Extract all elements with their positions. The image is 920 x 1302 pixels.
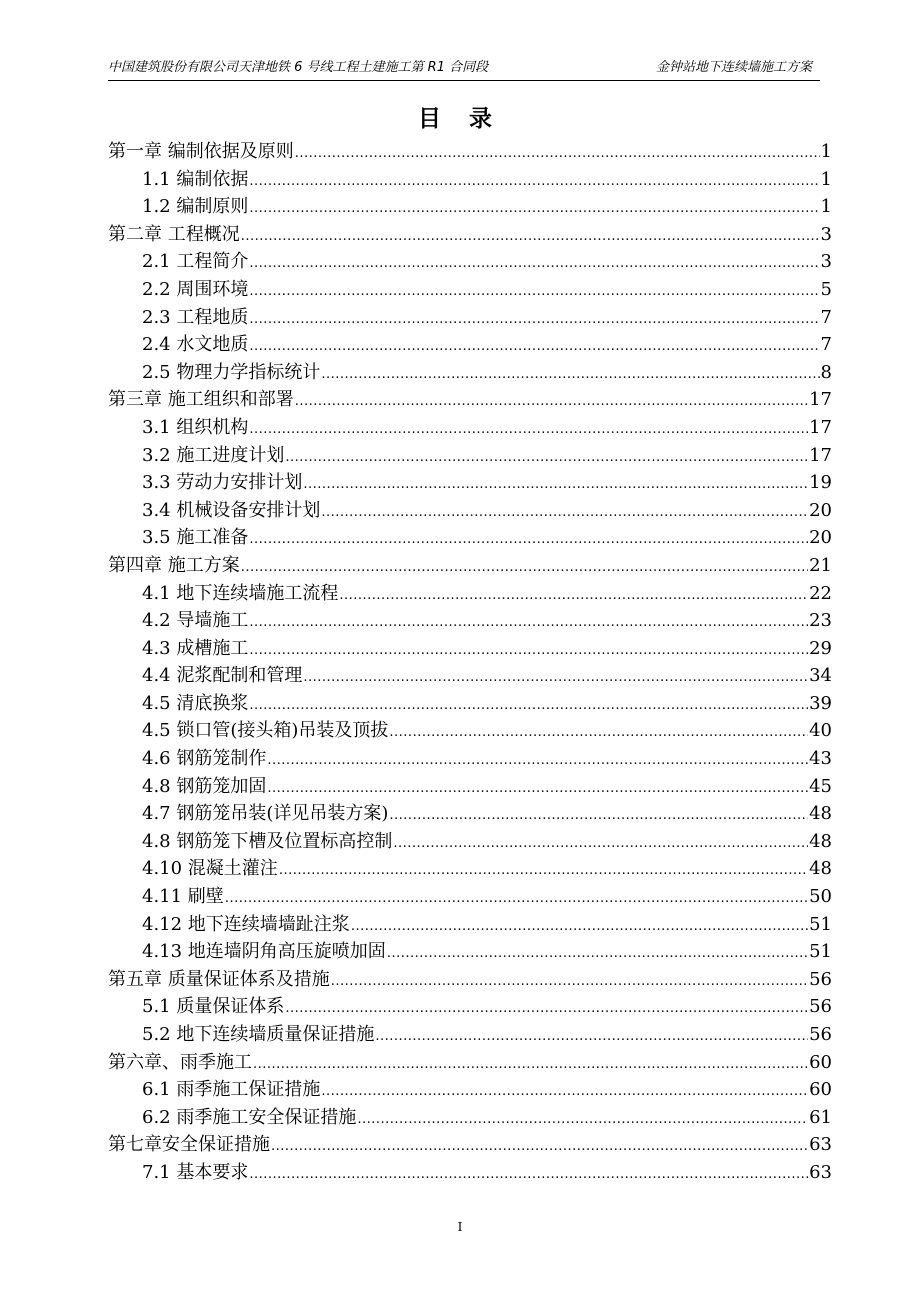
table-of-contents (108, 138, 832, 1187)
toc-entry-page: 17 (809, 389, 832, 411)
toc-section-entry[interactable] (108, 276, 832, 304)
toc-entry-label: 3.5 施工准备 (142, 527, 249, 549)
toc-dot-leader (387, 940, 808, 968)
toc-dot-leader (267, 775, 808, 803)
toc-section-entry[interactable] (108, 883, 832, 911)
toc-entry-label: 4.8 钢筋笼加固 (142, 775, 267, 797)
toc-entry-label: 4.5 清底换浆 (142, 692, 249, 714)
toc-dot-leader (249, 168, 819, 196)
toc-entry-page: 48 (809, 803, 832, 825)
toc-entry-page: 17 (809, 444, 832, 466)
toc-entry-page: 1 (820, 196, 832, 218)
toc-dot-leader (321, 361, 819, 389)
toc-dot-leader (285, 995, 808, 1023)
toc-entry-label: 4.12 地下连续墙墙趾注浆 (142, 913, 350, 935)
toc-section-entry[interactable] (108, 911, 832, 939)
toc-entry-label: 2.5 物理力学指标统计 (142, 361, 321, 383)
toc-dot-leader (303, 664, 808, 692)
toc-entry-page: 40 (809, 720, 832, 742)
toc-entry-page: 56 (809, 996, 832, 1018)
toc-section-entry[interactable] (108, 1076, 832, 1104)
toc-dot-leader (267, 747, 808, 775)
toc-section-entry[interactable] (108, 607, 832, 635)
toc-dot-leader (241, 223, 820, 251)
toc-dot-leader (339, 582, 808, 610)
toc-entry-page: 1 (820, 141, 832, 162)
toc-section-entry[interactable] (108, 497, 832, 525)
toc-entry-page: 45 (809, 775, 832, 797)
toc-entry-label: 4.10 混凝土灌注 (142, 858, 278, 880)
toc-chapter-entry[interactable] (108, 1049, 832, 1077)
toc-section-entry[interactable] (108, 580, 832, 608)
toc-section-entry[interactable] (108, 331, 832, 359)
toc-entry-label: 4.4 泥浆配制和管理 (142, 665, 303, 687)
toc-entry-label: 7.1 基本要求 (142, 1161, 249, 1183)
toc-dot-leader (331, 968, 808, 996)
toc-entry-label: 6.2 雨季施工安全保证措施 (142, 1106, 357, 1128)
toc-section-entry[interactable] (108, 469, 832, 497)
toc-entry-label: 4.8 钢筋笼下槽及位置标高控制 (142, 830, 393, 852)
toc-entry-page: 21 (809, 554, 832, 576)
toc-entry-label: 4.5 锁口管(接头箱)吊装及顶拔 (142, 720, 389, 742)
header-document-name: 金钟站地下连续墙施工方案 (655, 60, 812, 75)
toc-dot-leader (321, 499, 808, 527)
toc-entry-label: 2.2 周围环境 (142, 278, 249, 300)
toc-dot-leader (253, 1051, 808, 1079)
toc-section-entry[interactable] (108, 1159, 832, 1187)
toc-entry-page: 56 (809, 968, 832, 990)
toc-section-entry[interactable] (108, 414, 832, 442)
toc-entry-label: 1.2 编制原则 (142, 196, 249, 218)
toc-entry-page: 39 (809, 692, 832, 714)
toc-entry-page: 20 (809, 499, 832, 521)
toc-entry-label: 2.4 水文地质 (142, 334, 249, 356)
toc-entry-label: 第七章安全保证措施 (108, 1134, 270, 1156)
toc-entry-label: 4.13 地连墙阴角高压旋喷加固 (142, 941, 386, 963)
toc-entry-page: 1 (820, 168, 832, 190)
toc-entry-label: 3.2 施工进度计划 (142, 444, 285, 466)
toc-entry-label: 6.1 雨季施工保证措施 (142, 1079, 321, 1101)
toc-dot-leader (375, 1023, 808, 1051)
toc-entry-page: 63 (809, 1134, 832, 1156)
toc-entry-page: 19 (809, 472, 832, 494)
toc-section-entry[interactable] (108, 524, 832, 552)
toc-entry-label: 第二章 工程概况 (108, 223, 240, 245)
toc-dot-leader (295, 140, 820, 168)
toc-dot-leader (249, 333, 819, 361)
page-number: I (457, 1220, 463, 1234)
toc-dot-leader (249, 637, 808, 665)
toc-dot-leader (249, 195, 819, 223)
toc-section-entry[interactable] (108, 855, 832, 883)
toc-dot-leader (249, 306, 819, 334)
toc-dot-leader (249, 278, 819, 306)
toc-entry-label: 1.1 编制依据 (142, 168, 249, 190)
toc-entry-page: 34 (809, 665, 832, 687)
toc-entry-page: 50 (809, 886, 832, 908)
toc-entry-page: 8 (820, 361, 832, 383)
toc-dot-leader (225, 885, 808, 913)
toc-entry-page: 22 (809, 582, 832, 604)
toc-section-entry[interactable] (108, 690, 832, 718)
toc-entry-page: 29 (809, 637, 832, 659)
toc-dot-leader (393, 830, 808, 858)
toc-section-entry[interactable] (108, 359, 832, 387)
toc-entry-page: 56 (809, 1024, 832, 1045)
toc-dot-leader (271, 1133, 808, 1161)
toc-section-entry[interactable] (108, 1021, 832, 1049)
toc-entry-label: 3.1 组织机构 (142, 416, 249, 438)
toc-dot-leader (249, 692, 808, 720)
toc-entry-page: 7 (820, 334, 832, 356)
toc-section-entry[interactable] (108, 993, 832, 1021)
toc-entry-label: 3.3 劳动力安排计划 (142, 472, 303, 494)
toc-entry-page: 61 (809, 1106, 832, 1128)
toc-entry-label: 2.3 工程地质 (142, 306, 249, 328)
toc-dot-leader (241, 554, 808, 582)
toc-entry-label: 第三章 施工组织和部署 (108, 389, 294, 411)
toc-entry-page: 43 (809, 748, 832, 770)
toc-entry-page: 48 (809, 830, 832, 852)
toc-dot-leader (321, 1078, 808, 1106)
toc-entry-label: 3.4 机械设备安排计划 (142, 499, 321, 521)
toc-chapter-entry[interactable] (108, 221, 832, 249)
toc-entry-label: 4.6 钢筋笼制作 (142, 748, 267, 770)
toc-entry-label: 4.7 钢筋笼吊装(详见吊装方案) (142, 803, 389, 825)
toc-dot-leader (351, 913, 808, 941)
toc-entry-label: 5.2 地下连续墙质量保证措施 (142, 1024, 375, 1045)
toc-section-entry[interactable] (108, 773, 832, 801)
toc-entry-page: 7 (820, 306, 832, 328)
toc-chapter-entry[interactable] (108, 552, 832, 580)
toc-section-entry[interactable] (108, 1104, 832, 1132)
toc-dot-leader (285, 444, 808, 472)
toc-entry-label: 4.1 地下连续墙施工流程 (142, 582, 339, 604)
toc-section-entry[interactable] (108, 442, 832, 470)
toc-entry-page: 3 (820, 251, 832, 273)
toc-entry-page: 23 (809, 610, 832, 632)
header-divider (108, 80, 820, 81)
toc-entry-page: 48 (809, 858, 832, 880)
toc-dot-leader (295, 388, 808, 416)
toc-dot-leader (389, 719, 808, 747)
toc-section-entry[interactable] (108, 248, 832, 276)
toc-entry-label: 2.1 工程简介 (142, 251, 249, 273)
toc-dot-leader (249, 526, 808, 554)
toc-section-entry[interactable] (108, 745, 832, 773)
toc-dot-leader (249, 609, 808, 637)
toc-entry-label: 第一章 编制依据及原则 (108, 141, 294, 162)
toc-entry-label: 第五章 质量保证体系及措施 (108, 968, 330, 990)
toc-entry-label: 5.1 质量保证体系 (142, 996, 285, 1018)
toc-entry-page: 51 (809, 913, 832, 935)
toc-section-entry[interactable] (108, 635, 832, 663)
toc-section-entry[interactable] (108, 828, 832, 856)
toc-section-entry[interactable] (108, 193, 832, 221)
toc-dot-leader (249, 1161, 808, 1189)
toc-section-entry[interactable] (108, 800, 832, 828)
toc-entry-page: 17 (809, 416, 832, 438)
toc-entry-page: 60 (809, 1051, 832, 1073)
toc-chapter-entry[interactable] (108, 386, 832, 414)
toc-entry-label: 4.3 成槽施工 (142, 637, 249, 659)
toc-dot-leader (249, 250, 819, 278)
toc-section-entry[interactable] (108, 662, 832, 690)
toc-entry-page: 5 (820, 278, 832, 300)
toc-dot-leader (303, 471, 808, 499)
toc-entry-label: 第四章 施工方案 (108, 554, 240, 576)
toc-chapter-entry[interactable] (108, 138, 832, 166)
toc-dot-leader (357, 1106, 808, 1134)
toc-entry-page: 3 (820, 223, 832, 245)
toc-entry-page: 20 (809, 527, 832, 549)
toc-dot-leader (389, 802, 808, 830)
toc-section-entry[interactable] (108, 938, 832, 966)
toc-dot-leader (279, 857, 808, 885)
toc-section-entry[interactable] (108, 304, 832, 332)
header-project-name: 中国建筑股份有限公司天津地铁 6 号线工程土建施工第 R1 合同段 (108, 60, 489, 75)
toc-section-entry[interactable] (108, 717, 832, 745)
toc-entry-label: 第六章、雨季施工 (108, 1051, 252, 1073)
toc-dot-leader (249, 416, 808, 444)
toc-entry-page: 51 (809, 941, 832, 963)
toc-entry-label: 4.2 导墙施工 (142, 610, 249, 632)
toc-entry-label: 4.11 刷壁 (142, 886, 224, 908)
page-header (108, 58, 816, 78)
toc-entry-page: 63 (809, 1161, 832, 1183)
toc-section-entry[interactable] (108, 166, 832, 194)
toc-title: 目 录 (417, 105, 502, 132)
toc-chapter-entry[interactable] (108, 1131, 832, 1159)
toc-entry-page: 60 (809, 1079, 832, 1101)
toc-chapter-entry[interactable] (108, 966, 832, 994)
